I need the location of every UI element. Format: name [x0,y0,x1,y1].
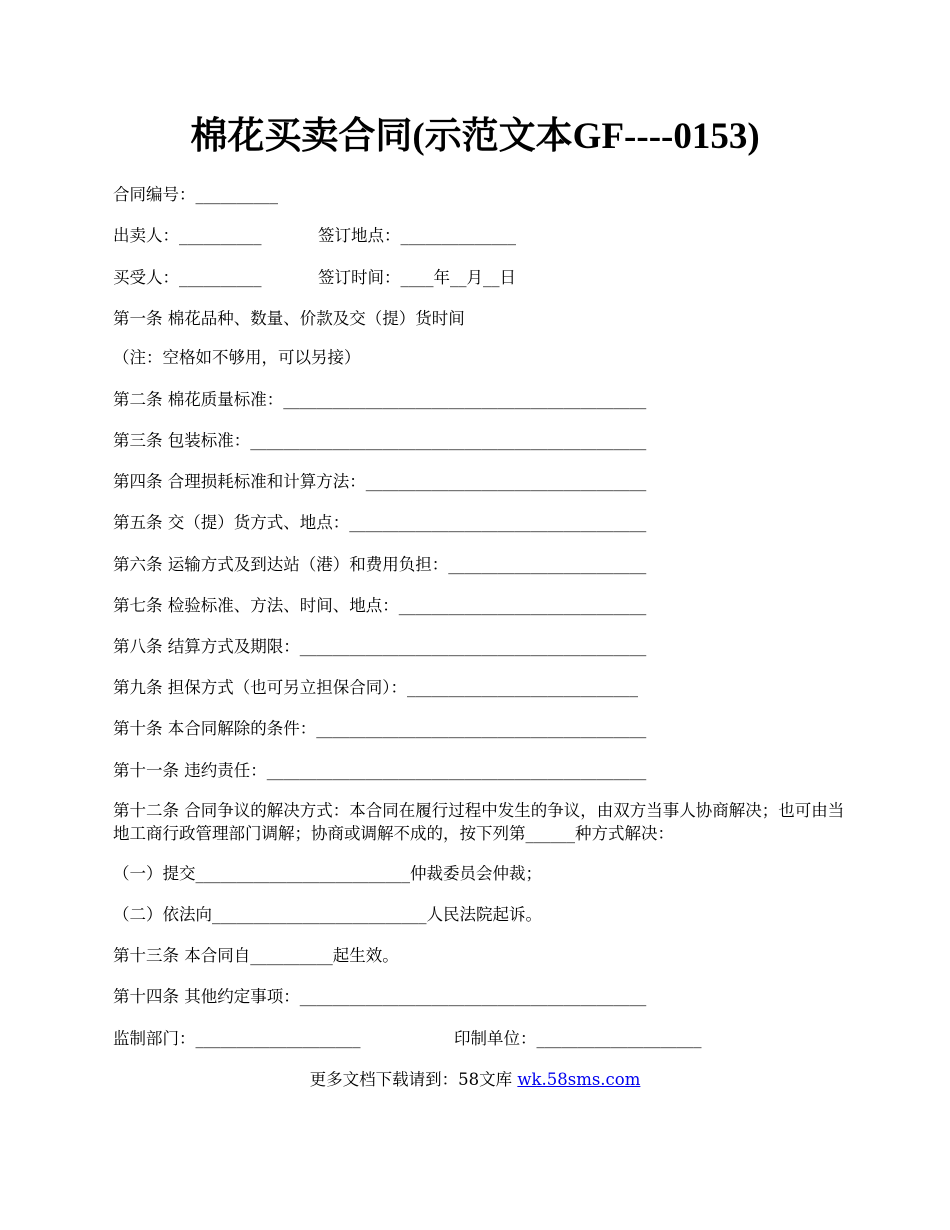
supervisor-field: 监制部门：____________________ [113,1029,361,1048]
note-1: （注：空格如不够用，可以另接） [113,348,361,367]
clause-3: 第三条 包装标准：________________________________________________ [113,431,647,450]
footer-link[interactable]: wk.58sms.com [517,1070,641,1089]
sign-time-field: 签订时间：____年__月__日 [318,268,516,287]
buyer-field: 买受人：__________ [113,268,262,287]
clause-6: 第六条 运输方式及到达站（港）和费用负担：________________________ [113,555,647,574]
clause-9: 第九条 担保方式（也可另立担保合同）：____________________________ [113,678,638,697]
clause-4: 第四条 合理损耗标准和计算方法：__________________________________ [113,472,647,491]
seller-field: 出卖人：__________ [113,226,262,245]
seller-row [113,225,262,247]
clause-1: 第一条 棉花品种、数量、价款及交（提）货时间 [113,309,465,328]
footer-text: 更多文档下载请到：58文库 [309,1070,518,1089]
dispute-option-2: （二）依法向__________________________人民法院起诉。 [113,905,542,924]
footer [0,1069,950,1091]
clause-13: 第十三条 本合同自__________起生效。 [113,946,399,965]
document-title: 棉花买卖合同(示范文本GF----0153) [190,116,760,157]
clause-12: 第十二条 合同争议的解决方式：本合同在履行过程中发生的争议，由双方当事人协商解决；也可由当地工商行政管理部门调解；协商或调解不成的，按下列第______种方式解决： [113,801,845,843]
clause-7: 第七条 检验标准、方法、时间、地点：______________________________ [113,596,647,615]
dispute-option-1: （一）提交__________________________仲裁委员会仲裁； [113,864,542,883]
clause-5: 第五条 交（提）货方式、地点：____________________________________ [113,513,647,532]
contract-number-line: 合同编号：__________ [113,185,278,204]
buyer-row [113,267,262,289]
clause-8: 第八条 结算方式及期限：__________________________________________ [113,637,647,656]
clause-2: 第二条 棉花质量标准：____________________________________________ [113,390,647,409]
sign-place-field: 签订地点：______________ [318,226,516,245]
clause-11: 第十一条 违约责任：______________________________________________ [113,761,647,780]
clause-10: 第十条 本合同解除的条件：________________________________________ [113,719,647,738]
clause-14: 第十四条 其他约定事项：__________________________________________ [113,987,647,1006]
printer-field: 印制单位：____________________ [454,1029,702,1048]
